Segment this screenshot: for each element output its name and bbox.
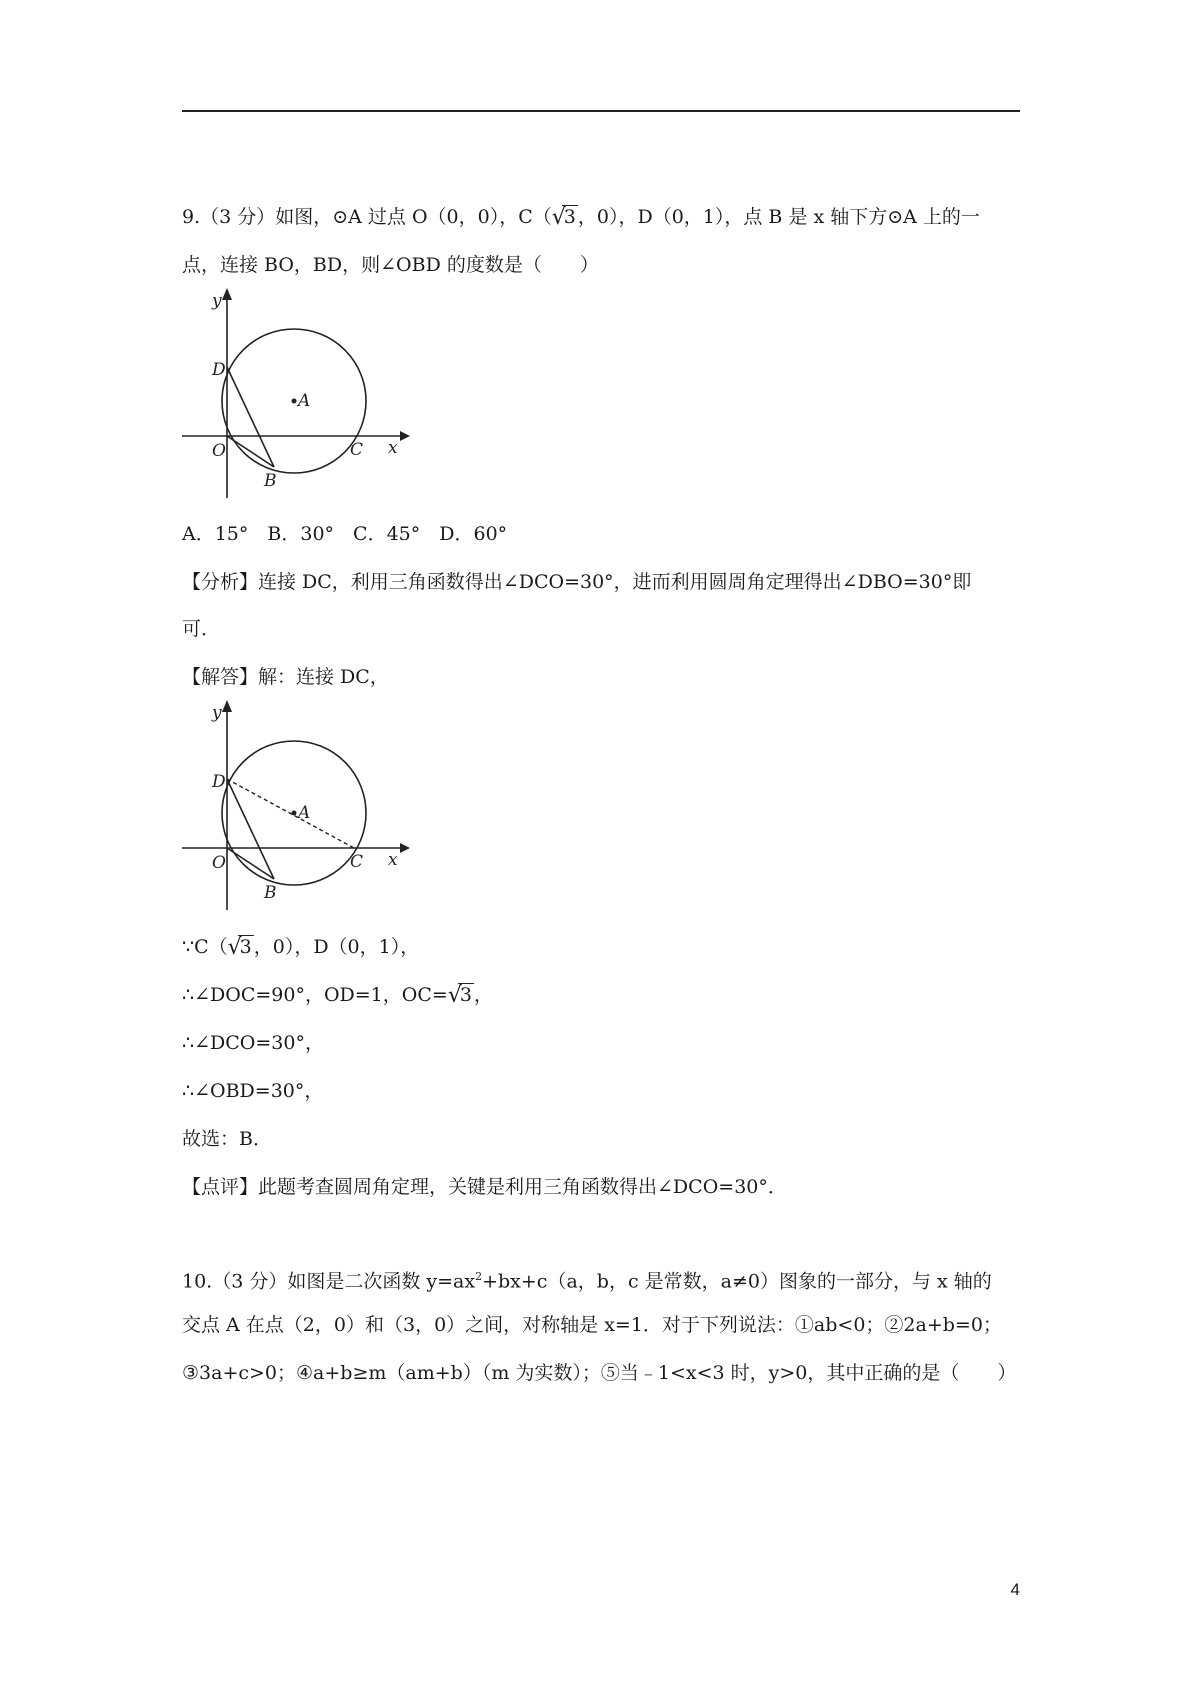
y-axis-arrow [222,700,232,712]
q9-analysis-2: 可． [182,618,221,640]
label-o: O [212,441,226,461]
q9-step-4: ∴∠OBD=30°， [182,1080,324,1102]
label-a: A [298,803,311,823]
q9-step-3: ∴∠DCO=30°， [182,1032,324,1054]
sqrt-symbol: √ 3 [227,935,252,960]
label-y: y [212,291,222,311]
label-o: O [212,853,226,873]
q10-line-2: 交点 A 在点（2，0）和（3，0）之间，对称轴是 x=1．对于下列说法：①ab<0；②2a+b=0； [182,1314,1002,1336]
q9-comment: 【点评】此题考查圆周角定理，关键是利用三角函数得出∠DCO=30°． [182,1176,787,1198]
x-axis-arrow [400,431,410,441]
y-axis-arrow [222,288,232,300]
label-c: C [350,852,364,872]
q9-step-1: ∵C（ √ 3 ，0），D（0，1）， [182,935,420,960]
label-b: B [264,883,277,903]
label-y: y [212,703,222,723]
page-number: 4 [1010,1580,1020,1599]
figure-circle-2 [182,700,412,910]
q9-line-2: 点，连接 BO，BD，则∠OBD 的度数是（ ） [182,254,599,276]
header-rule [182,110,1020,112]
sqrt-symbol: √ 3 [551,205,576,230]
label-d: D [212,772,226,792]
q9-choice: 故选：B． [182,1128,272,1150]
sqrt-symbol: √ 3 [447,983,472,1008]
q10-line-3: ③3a+c>0；④a+b≥m（am+b）（m 为实数）；⑤当﹣1<x<3 时，y>0，其中正确的是（ ） [182,1362,1017,1384]
q10-line-1: 10.（3 分）如图是二次函数 $y=ax^2+bx+c(a$，b，c 是常数，a≠0）图象的一部分，与 x 轴的 [182,1270,992,1293]
q9-step-2: ∴∠DOC=90°，OD=1，OC= √ 3 ， [182,983,493,1008]
segment-dc-dashed [227,779,354,848]
q9-line-1: 9.（3 分）如图，⊙A 过点 O（0，0），C（ √ 3 ，0），D（0，1），点 B 是 x 轴下方⊙A 上的一 [182,205,980,230]
center-point-a [292,399,297,404]
x-axis-arrow [400,843,410,853]
label-x: x [388,850,398,870]
label-x: x [388,438,398,458]
label-d: D [212,360,226,380]
label-a: A [298,391,311,411]
label-b: B [264,471,277,491]
q9-analysis-1: 【分析】连接 DC，利用三角函数得出∠DCO=30°，进而利用圆周角定理得出∠DBO=30°即 [182,571,972,593]
figure-circle-1 [182,288,412,498]
q9-solution-head: 【解答】解：连接 DC， [182,666,389,688]
q9-options: A．15° B．30° C．45° D．60° [182,523,508,545]
label-c: C [350,440,364,460]
center-point-a [292,811,297,816]
